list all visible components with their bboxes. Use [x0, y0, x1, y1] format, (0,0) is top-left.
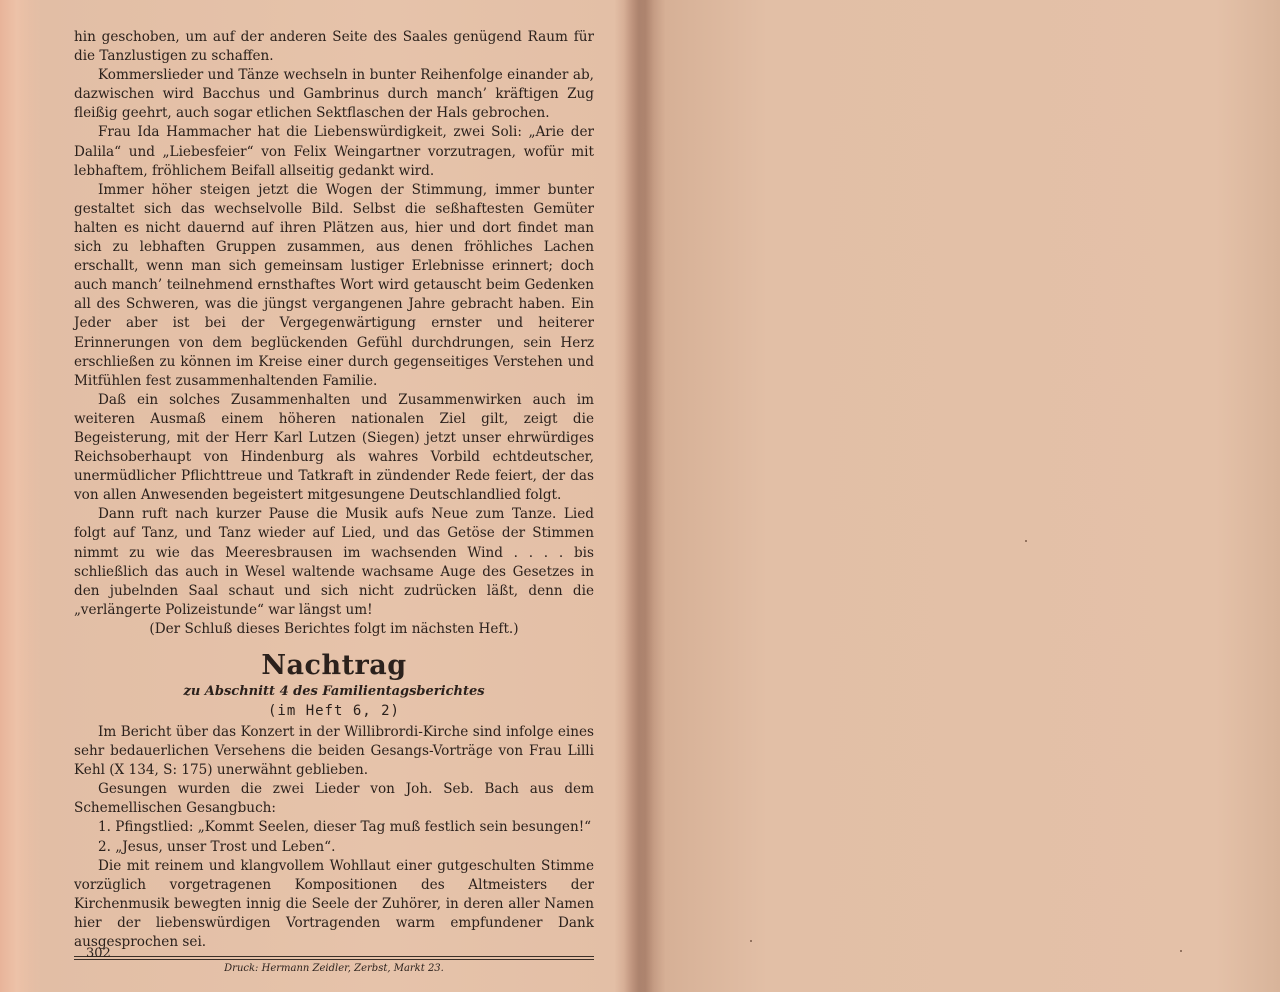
paragraph: Gesungen wurden die zwei Lieder von Joh. Seb. Bach aus dem Schemellischen Gesangbuch:	[74, 781, 594, 817]
right-page-blank	[650, 0, 1280, 992]
issue-reference: (im Heft 6, 2)	[267, 703, 400, 719]
paragraph: Im Bericht über das Konzert in der Willibrordi-Kirche sind infolge eines sehr bedauerlichen Versehens die beiden Gesangs-Vorträge von Frau Lilli Kehl (X 134, S: 175) unerwähnt geblieben.	[74, 724, 594, 779]
printer-imprint: Druck: Hermann Zeidler, Zerbst, Markt 23.	[224, 963, 444, 975]
paragraph: Frau Ida Hammacher hat die Liebenswürdigkeit, zwei Soli: „Arie der Dalila“ und „Liebesfeier“ von Felix Weingartner vorzutragen, wofür mit lebhaftem, fröhlichem Beifall allseitig gedankt wird.	[74, 124, 594, 179]
paragraph: Die mit reinem und klangvollem Wohllaut einer gutgeschulten Stimme vorzüglich vorgetragenen Kompositionen des Altmeisters der Kirchenmusik bewegten innig die Seele der Zuhörer, in deren aller Namen hier der liebenswürdigen Vortragenden warm empfundener Dank ausgesprochen sei.	[74, 857, 594, 951]
page-number: 302	[86, 946, 111, 961]
list-item: 2. „Jesus, unser Trost und Leben“.	[98, 838, 336, 855]
paragraph: hin geschoben, um auf der anderen Seite des Saales genügend Raum für die Tanzlustigen zu schaffen.	[74, 29, 594, 65]
paragraph: Immer höher steigen jetzt die Wogen der Stimmung, immer bunter gestaltet sich das wechselvolle Bild. Selbst die seßhaftesten Gemüter halten es nicht dauernd auf ihren Plätzen aus, hier und dort findet man sich zu lebhaften Gruppen zusammen, aus denen fröhliches Lachen erschallt, wenn man sich gemeinsam lustiger Erlebnisse erinnert; doch auch manch’ teilnehmend ernsthaftes Wort wird getauscht beim Gedenken all des Schweren, was die jüngst vergangenen Jahre gebracht haben. Ein Jeder aber ist bei der Vergegenwärtigung ernster und heiterer Erinnerungen von dem beglückenden Gefühl durchdrungen, sein Herz erschließen zu können im Kreise einer durch gegenseitiges Verstehen und Mitfühlen fest zusammenhaltenden Familie.	[74, 181, 594, 389]
paragraph: Daß ein solches Zusammenhalten und Zusammenwirken auch im weiteren Ausmaß einem höheren nationalen Ziel gilt, zeigt die Begeisterung, mit der Herr Karl Lutzen (Siegen) jetzt unser ehrwürdiges Reichsoberhaupt von Hindenburg als wahres Vorbild echtdeutscher, unermüdlicher Pflichttreue und Tatkraft in zündender Rede feiert, der das von allen Anwesenden begeistert mitgesungene Deutschlandlied folgt.	[74, 391, 594, 504]
paper-speck	[1180, 950, 1182, 952]
paragraph: Dann ruft nach kurzer Pause die Musik aufs Neue zum Tanze. Lied folgt auf Tanz, und Tanz wieder auf Lied, und das Getöse der Stimmen nimmt zu wie das Meeresbrausen im wachsenden Wind . . . . bis schließlich das auch in Wesel waltende wachsame Auge des Gesetzes in den jubelnden Saal schaut und sich nicht zudrücken läßt, denn die „verlängerte Polizeistunde“ war längst um!	[74, 506, 594, 618]
article-text	[74, 28, 594, 976]
section-heading: Nachtrag	[261, 650, 407, 681]
paper-speck	[1025, 540, 1027, 542]
section-subheading: zu Abschnitt 4 des Familientagsberichtes	[183, 684, 485, 699]
divider	[74, 956, 594, 960]
song-list	[74, 818, 594, 856]
page-edge	[0, 0, 42, 992]
paper-speck	[750, 940, 752, 942]
list-item: 1. Pfingstlied: „Kommt Seelen, dieser Tag muß festlich sein besungen!“	[98, 819, 592, 836]
closing-note: (Der Schluß dieses Berichtes folgt im nächsten Heft.)	[149, 620, 519, 637]
paragraph: Kommerslieder und Tänze wechseln in bunter Reihenfolge einander ab, dazwischen wird Bacchus und Gambrinus durch manch’ kräftigen Zug fleißig geehrt, auch sogar etlichen Sektflaschen der Hals gebrochen.	[74, 67, 594, 122]
